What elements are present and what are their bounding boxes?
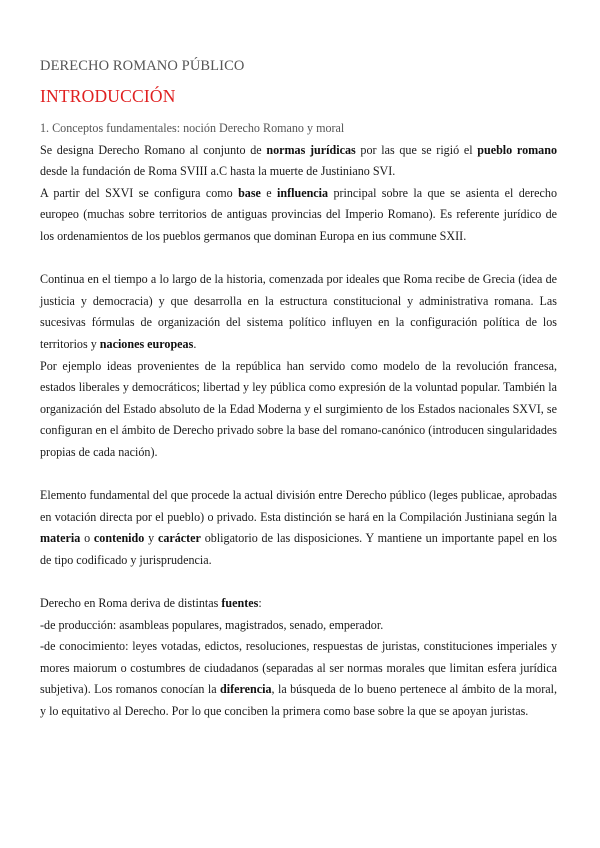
text-run: por las que se rigió el — [355, 142, 478, 157]
text-run: y — [144, 531, 158, 546]
section-heading: INTRODUCCIÓN — [40, 86, 176, 106]
paragraph-influence — [40, 183, 557, 248]
text-run: Se designa Derecho Romano al conjunto de — [40, 142, 267, 157]
text-run: : — [258, 596, 262, 611]
bold-term: influencia — [277, 185, 329, 200]
text-run: desde la fundación de Roma SVIII a.C hasta la muerte de Justiniano SVI. — [40, 164, 396, 179]
paragraph-definition — [40, 140, 557, 183]
text-run: Derecho en Roma deriva de distintas — [40, 596, 222, 611]
text-run: e — [260, 185, 278, 200]
bold-term: carácter — [157, 531, 201, 546]
paragraph-division — [40, 485, 557, 571]
bold-term: materia — [40, 531, 81, 546]
bold-term: diferencia — [220, 682, 272, 697]
text-run: A partir del SXVI se configura como — [40, 185, 239, 200]
bold-term: pueblo romano — [477, 142, 558, 157]
bold-term: normas jurídicas — [266, 142, 356, 157]
bold-term: contenido — [93, 531, 145, 546]
text-run: , la búsqueda de lo bueno pertenece al ámbito de la moral, y lo equitativo al Derecho. Por lo que conciben la primera como base sobre la que se apoyan juristas. — [40, 682, 558, 719]
text-run: obligatorio de las disposiciones. Y mantiene un importante papel en los de tipo codificado y jurisprudencia. — [40, 531, 558, 567]
text-run: Continua en el tiempo a lo largo de la historia, comenzada por ideales que Roma recibe de Grecia (idea de justicia y democracia) y que desarrolla en la estructura constitucional y administrativa romana. Las sucesivas fórmulas de organización del sistema político influyen en la configuración política de los territorios y — [40, 272, 557, 351]
list-item-knowledge — [40, 636, 557, 722]
paragraph-examples: Por ejemplo ideas provenientes de la república han servido como modelo de la revolución francesa, estados liberales y democráticos; libertad y ley pública como expresión de la voluntad popular. También la organización del Estado absoluto de la Edad Moderna y el surgimiento de los Estados nacionales SXVI, se configuran en el ámbito de Derecho privado sobre la base del romano-canónico (introducen singularidades propias de cada nación). — [40, 358, 557, 459]
list-item-production: -de producción: asambleas populares, magistrados, senado, emperador. — [40, 617, 384, 632]
bold-term: fuentes — [221, 596, 259, 611]
text-run: . — [193, 336, 197, 351]
bold-term: naciones europeas — [99, 336, 194, 351]
bold-term: base — [238, 185, 261, 200]
section-subtitle: 1. Conceptos fundamentales: noción Derecho Romano y moral — [40, 121, 345, 135]
text-run: principal sobre la que se asienta el derecho europeo (muchas sobre territorios de antiguas provincias del Imperio Romano). Es referente jurídico de los ordenamientos de los pueblos germanos que dominan Europa en ius commune SXII. — [40, 185, 557, 243]
text-run: Elemento fundamental del que procede la actual división entre Derecho público (leges publicae, aprobadas en votación directa por el pueblo) o privado. Esta distinción se hará en la Compilación Justiniana según la — [40, 488, 557, 524]
document-body — [40, 118, 557, 723]
paragraph-history — [40, 269, 557, 355]
text-run: o — [80, 531, 94, 546]
document-title: DERECHO ROMANO PÚBLICO — [40, 58, 245, 74]
paragraph-sources — [40, 593, 557, 615]
text-run: -de conocimiento: leyes votadas, edictos, resoluciones, respuestas de juristas, constituciones imperiales y mores maiorum o costumbres de ciudadanos (separadas al ser normas morales que limitan esfera jurídica subjetiva). Los romanos conocían la — [40, 639, 557, 697]
